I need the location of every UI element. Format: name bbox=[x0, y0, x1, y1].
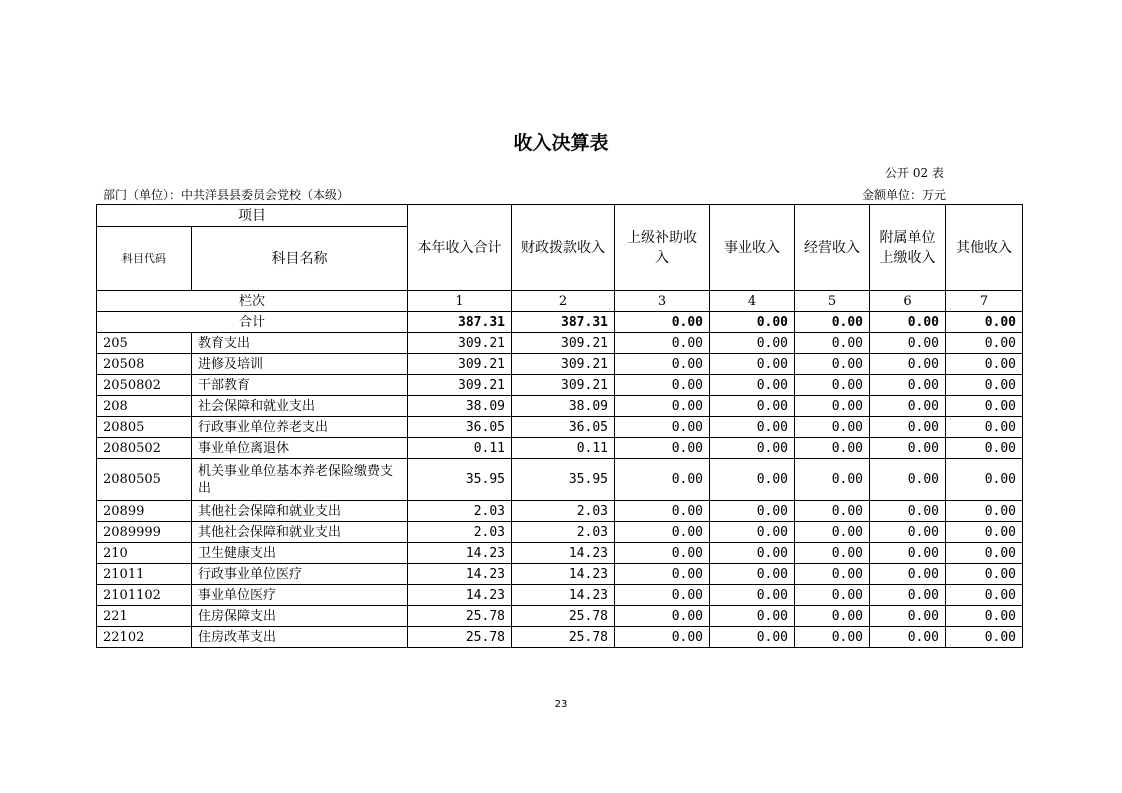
row-value: 14.23 bbox=[512, 585, 615, 606]
row-name: 事业单位离退休 bbox=[192, 438, 408, 459]
row-value: 0.00 bbox=[795, 459, 870, 501]
row-value: 0.00 bbox=[870, 627, 946, 648]
header-operating: 经营收入 bbox=[795, 205, 870, 291]
row-value: 0.00 bbox=[870, 585, 946, 606]
row-value: 309.21 bbox=[512, 333, 615, 354]
row-value: 0.00 bbox=[615, 627, 710, 648]
table-row bbox=[97, 396, 1023, 417]
form-number: 公开 02 表 bbox=[885, 166, 944, 180]
row-value: 0.00 bbox=[870, 564, 946, 585]
row-name: 行政事业单位医疗 bbox=[192, 564, 408, 585]
table-row bbox=[97, 564, 1023, 585]
table-row bbox=[97, 417, 1023, 438]
column-number: 2 bbox=[512, 291, 615, 312]
column-number-label: 栏次 bbox=[97, 291, 408, 312]
row-value: 0.00 bbox=[615, 585, 710, 606]
row-value: 0.00 bbox=[615, 396, 710, 417]
page-title: 收入决算表 bbox=[513, 132, 609, 154]
column-number: 7 bbox=[946, 291, 1023, 312]
row-value: 0.00 bbox=[870, 333, 946, 354]
header-total: 本年收入合计 bbox=[408, 205, 512, 291]
table-row bbox=[97, 375, 1023, 396]
row-value: 0.00 bbox=[615, 564, 710, 585]
column-number: 1 bbox=[408, 291, 512, 312]
row-value: 38.09 bbox=[408, 396, 512, 417]
row-value: 14.23 bbox=[512, 543, 615, 564]
row-value: 0.00 bbox=[795, 354, 870, 375]
row-value: 35.95 bbox=[512, 459, 615, 501]
row-code: 2089999 bbox=[97, 522, 192, 543]
row-value: 14.23 bbox=[512, 564, 615, 585]
table-row bbox=[97, 585, 1023, 606]
row-value: 0.00 bbox=[870, 522, 946, 543]
unit-label: 金额单位：万元 bbox=[862, 188, 947, 202]
row-value: 0.00 bbox=[795, 585, 870, 606]
row-value: 0.00 bbox=[946, 606, 1023, 627]
row-value: 0.00 bbox=[615, 459, 710, 501]
row-value: 309.21 bbox=[408, 333, 512, 354]
row-value: 0.00 bbox=[946, 354, 1023, 375]
row-code: 22102 bbox=[97, 627, 192, 648]
row-value: 0.00 bbox=[710, 417, 795, 438]
department-label: 部门（单位）：中共洋县县委员会党校（本级） bbox=[103, 188, 350, 202]
row-value: 0.00 bbox=[710, 564, 795, 585]
row-value: 0.00 bbox=[795, 396, 870, 417]
total-value: 387.31 bbox=[408, 312, 512, 333]
row-value: 0.11 bbox=[408, 438, 512, 459]
row-code: 221 bbox=[97, 606, 192, 627]
row-code: 20899 bbox=[97, 501, 192, 522]
row-code: 210 bbox=[97, 543, 192, 564]
column-number: 6 bbox=[870, 291, 946, 312]
row-value: 0.00 bbox=[870, 543, 946, 564]
row-code: 2080505 bbox=[97, 459, 192, 501]
row-value: 0.00 bbox=[795, 564, 870, 585]
total-value: 0.00 bbox=[795, 312, 870, 333]
row-value: 0.00 bbox=[946, 396, 1023, 417]
row-value: 0.00 bbox=[710, 459, 795, 501]
row-value: 2.03 bbox=[512, 501, 615, 522]
row-value: 0.00 bbox=[946, 333, 1023, 354]
row-value: 0.00 bbox=[710, 396, 795, 417]
header-affiliate: 附属单位上缴收入 bbox=[870, 205, 946, 291]
row-value: 0.00 bbox=[946, 543, 1023, 564]
header-code: 科目代码 bbox=[97, 227, 192, 291]
table-row bbox=[97, 627, 1023, 648]
row-value: 0.00 bbox=[710, 585, 795, 606]
row-value: 0.11 bbox=[512, 438, 615, 459]
row-code: 208 bbox=[97, 396, 192, 417]
row-value: 35.95 bbox=[408, 459, 512, 501]
table-row bbox=[97, 354, 1023, 375]
row-value: 25.78 bbox=[512, 606, 615, 627]
row-value: 0.00 bbox=[795, 438, 870, 459]
row-value: 0.00 bbox=[615, 438, 710, 459]
row-code: 2050802 bbox=[97, 375, 192, 396]
row-value: 0.00 bbox=[710, 501, 795, 522]
row-value: 0.00 bbox=[615, 333, 710, 354]
row-name: 住房改革支出 bbox=[192, 627, 408, 648]
row-value: 0.00 bbox=[946, 522, 1023, 543]
table-row bbox=[97, 522, 1023, 543]
row-value: 0.00 bbox=[795, 417, 870, 438]
row-code: 20805 bbox=[97, 417, 192, 438]
row-value: 0.00 bbox=[795, 543, 870, 564]
row-code: 205 bbox=[97, 333, 192, 354]
header-business: 事业收入 bbox=[710, 205, 795, 291]
row-value: 0.00 bbox=[710, 375, 795, 396]
total-value: 0.00 bbox=[946, 312, 1023, 333]
row-value: 0.00 bbox=[870, 438, 946, 459]
row-value: 0.00 bbox=[946, 501, 1023, 522]
row-name: 住房保障支出 bbox=[192, 606, 408, 627]
row-name: 其他社会保障和就业支出 bbox=[192, 522, 408, 543]
row-value: 0.00 bbox=[795, 522, 870, 543]
row-value: 36.05 bbox=[408, 417, 512, 438]
total-row-label: 合计 bbox=[97, 312, 408, 333]
row-value: 0.00 bbox=[615, 606, 710, 627]
row-value: 0.00 bbox=[710, 606, 795, 627]
row-value: 0.00 bbox=[710, 522, 795, 543]
row-value: 0.00 bbox=[795, 375, 870, 396]
row-value: 0.00 bbox=[710, 354, 795, 375]
row-value: 36.05 bbox=[512, 417, 615, 438]
row-value: 0.00 bbox=[615, 417, 710, 438]
row-value: 25.78 bbox=[512, 627, 615, 648]
total-value: 0.00 bbox=[615, 312, 710, 333]
table-row bbox=[97, 459, 1023, 501]
row-value: 0.00 bbox=[710, 333, 795, 354]
row-value: 0.00 bbox=[615, 354, 710, 375]
row-value: 0.00 bbox=[710, 438, 795, 459]
row-name: 其他社会保障和就业支出 bbox=[192, 501, 408, 522]
row-name: 事业单位医疗 bbox=[192, 585, 408, 606]
row-value: 309.21 bbox=[512, 375, 615, 396]
row-value: 14.23 bbox=[408, 543, 512, 564]
row-value: 0.00 bbox=[870, 501, 946, 522]
total-value: 387.31 bbox=[512, 312, 615, 333]
header-name: 科目名称 bbox=[192, 227, 408, 291]
row-name: 卫生健康支出 bbox=[192, 543, 408, 564]
row-value: 0.00 bbox=[870, 396, 946, 417]
table-row bbox=[97, 543, 1023, 564]
column-number: 3 bbox=[615, 291, 710, 312]
row-value: 0.00 bbox=[795, 333, 870, 354]
row-code: 2101102 bbox=[97, 585, 192, 606]
row-name: 干部教育 bbox=[192, 375, 408, 396]
row-value: 309.21 bbox=[408, 375, 512, 396]
row-value: 0.00 bbox=[946, 627, 1023, 648]
row-name: 机关事业单位基本养老保险缴费支出 bbox=[192, 459, 408, 501]
row-value: 309.21 bbox=[512, 354, 615, 375]
row-value: 0.00 bbox=[870, 354, 946, 375]
row-value: 0.00 bbox=[795, 627, 870, 648]
row-value: 0.00 bbox=[946, 585, 1023, 606]
row-value: 0.00 bbox=[946, 438, 1023, 459]
row-name: 社会保障和就业支出 bbox=[192, 396, 408, 417]
row-value: 0.00 bbox=[946, 564, 1023, 585]
row-value: 0.00 bbox=[870, 459, 946, 501]
row-value: 0.00 bbox=[795, 606, 870, 627]
row-code: 2080502 bbox=[97, 438, 192, 459]
row-name: 行政事业单位养老支出 bbox=[192, 417, 408, 438]
row-name: 进修及培训 bbox=[192, 354, 408, 375]
row-value: 0.00 bbox=[615, 543, 710, 564]
row-value: 0.00 bbox=[710, 543, 795, 564]
row-value: 0.00 bbox=[710, 627, 795, 648]
row-value: 0.00 bbox=[870, 417, 946, 438]
header-fiscal: 财政拨款收入 bbox=[512, 205, 615, 291]
row-value: 0.00 bbox=[946, 417, 1023, 438]
total-value: 0.00 bbox=[870, 312, 946, 333]
row-value: 2.03 bbox=[512, 522, 615, 543]
header-superior: 上级补助收入 bbox=[615, 205, 710, 291]
header-item: 项目 bbox=[97, 205, 408, 227]
row-name: 教育支出 bbox=[192, 333, 408, 354]
table-row bbox=[97, 501, 1023, 522]
table-row bbox=[97, 606, 1023, 627]
row-value: 2.03 bbox=[408, 522, 512, 543]
header-other: 其他收入 bbox=[946, 205, 1023, 291]
row-value: 0.00 bbox=[615, 522, 710, 543]
row-value: 25.78 bbox=[408, 627, 512, 648]
row-value: 0.00 bbox=[870, 606, 946, 627]
row-value: 0.00 bbox=[615, 375, 710, 396]
total-value: 0.00 bbox=[710, 312, 795, 333]
table-row bbox=[97, 333, 1023, 354]
table-row bbox=[97, 438, 1023, 459]
row-code: 21011 bbox=[97, 564, 192, 585]
row-value: 0.00 bbox=[946, 375, 1023, 396]
column-number: 5 bbox=[795, 291, 870, 312]
column-number: 4 bbox=[710, 291, 795, 312]
row-value: 0.00 bbox=[870, 375, 946, 396]
row-value: 2.03 bbox=[408, 501, 512, 522]
row-value: 309.21 bbox=[408, 354, 512, 375]
row-value: 0.00 bbox=[946, 459, 1023, 501]
income-table bbox=[96, 204, 1023, 648]
row-value: 25.78 bbox=[408, 606, 512, 627]
page-number: 23 bbox=[554, 699, 568, 710]
row-value: 14.23 bbox=[408, 585, 512, 606]
row-value: 38.09 bbox=[512, 396, 615, 417]
row-value: 0.00 bbox=[615, 501, 710, 522]
row-value: 14.23 bbox=[408, 564, 512, 585]
row-code: 20508 bbox=[97, 354, 192, 375]
row-value: 0.00 bbox=[795, 501, 870, 522]
